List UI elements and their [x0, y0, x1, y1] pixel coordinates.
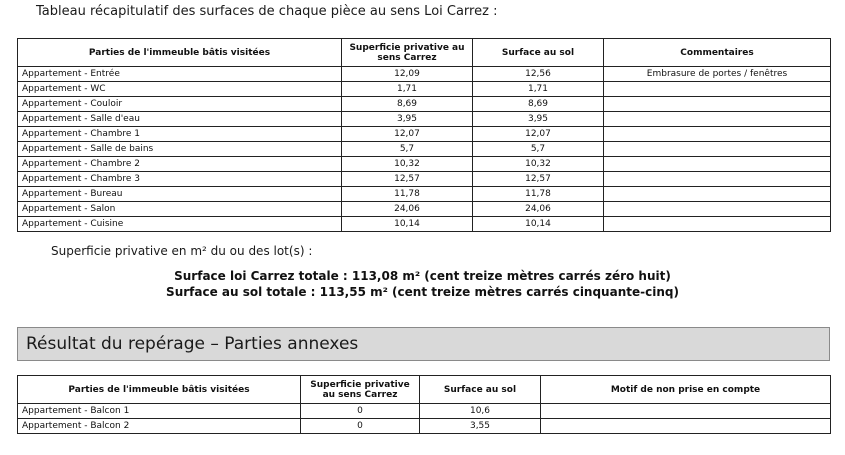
table-row — [18, 202, 831, 217]
table-cell: 12,56 — [473, 67, 604, 82]
table-cell: 24,06 — [473, 202, 604, 217]
section-header — [17, 327, 830, 361]
table-header-row — [18, 39, 831, 67]
table-cell: 10,32 — [473, 157, 604, 172]
table-row — [18, 82, 831, 97]
table-cell: 10,14 — [473, 217, 604, 232]
table-cell: 8,69 — [342, 97, 473, 112]
table-row — [18, 157, 831, 172]
table-header-row — [18, 376, 831, 404]
table-cell: Appartement - Balcon 1 — [18, 404, 301, 419]
table-cell — [541, 419, 831, 434]
annexes-table-body — [18, 404, 831, 434]
table-row — [18, 112, 831, 127]
table-cell: 12,09 — [342, 67, 473, 82]
table-cell: 10,6 — [420, 404, 541, 419]
table-row — [18, 127, 831, 142]
table-cell: Appartement - Chambre 3 — [18, 172, 342, 187]
table-cell: 12,57 — [473, 172, 604, 187]
table-cell: 10,14 — [342, 217, 473, 232]
header-surface-sol: Surface au sol — [473, 39, 604, 67]
table-row — [18, 142, 831, 157]
carrez-surfaces-table — [17, 38, 831, 232]
table-cell: 11,78 — [342, 187, 473, 202]
table-cell: Appartement - WC — [18, 82, 342, 97]
header-parties: Parties de l'immeuble bâtis visitées — [18, 39, 342, 67]
table-cell: 5,7 — [473, 142, 604, 157]
table-cell: Embrasure de portes / fenêtres — [604, 67, 831, 82]
total-carrez: Surface loi Carrez totale : 113,08 m² (cent treize mètres carrés zéro huit) — [174, 269, 671, 283]
table-row — [18, 97, 831, 112]
table-cell — [604, 112, 831, 127]
table-cell: Appartement - Chambre 1 — [18, 127, 342, 142]
table-cell: 12,07 — [473, 127, 604, 142]
table-cell: Appartement - Salle de bains — [18, 142, 342, 157]
table-cell: Appartement - Chambre 2 — [18, 157, 342, 172]
table-cell: 3,95 — [473, 112, 604, 127]
header-parties: Parties de l'immeuble bâtis visitées — [18, 376, 301, 404]
table-cell: Appartement - Salon — [18, 202, 342, 217]
header-superficie-carrez: Superficie privative au sens Carrez — [301, 376, 420, 404]
table-row — [18, 217, 831, 232]
intro-text: Tableau récapitulatif des surfaces de chaque pièce au sens Loi Carrez : — [36, 4, 498, 19]
table-cell — [604, 142, 831, 157]
table-cell: Appartement - Entrée — [18, 67, 342, 82]
table-cell — [541, 404, 831, 419]
table-cell: 5,7 — [342, 142, 473, 157]
table-cell — [604, 202, 831, 217]
table-cell: 24,06 — [342, 202, 473, 217]
table-cell: Appartement - Balcon 2 — [18, 419, 301, 434]
annexes-table — [17, 375, 831, 434]
table-cell: 12,07 — [342, 127, 473, 142]
table-row — [18, 404, 831, 419]
header-superficie-carrez: Superficie privative au sens Carrez — [342, 39, 473, 67]
table-cell: 1,71 — [473, 82, 604, 97]
table-cell: 1,71 — [342, 82, 473, 97]
header-commentaires: Commentaires — [604, 39, 831, 67]
header-motif: Motif de non prise en compte — [541, 376, 831, 404]
table-cell — [604, 217, 831, 232]
table-cell: Appartement - Cuisine — [18, 217, 342, 232]
table-cell — [604, 97, 831, 112]
table-cell: 8,69 — [473, 97, 604, 112]
table-cell — [604, 172, 831, 187]
table-row — [18, 187, 831, 202]
table-cell — [604, 157, 831, 172]
subtitle-text: Superficie privative en m² du ou des lot(s) : — [51, 244, 313, 258]
table-cell: 10,32 — [342, 157, 473, 172]
table-cell: 0 — [301, 404, 420, 419]
table-cell: 11,78 — [473, 187, 604, 202]
totals-block — [0, 268, 845, 300]
table-cell — [604, 187, 831, 202]
section-title: Résultat du repérage – Parties annexes — [26, 334, 359, 354]
table-cell: Appartement - Couloir — [18, 97, 342, 112]
table-cell — [604, 127, 831, 142]
table-cell: 3,95 — [342, 112, 473, 127]
carrez-table-body — [18, 67, 831, 232]
table-row — [18, 419, 831, 434]
table-cell: 12,57 — [342, 172, 473, 187]
table-cell: Appartement - Salle d'eau — [18, 112, 342, 127]
table-row — [18, 172, 831, 187]
total-sol: Surface au sol totale : 113,55 m² (cent treize mètres carrés cinquante-cinq) — [166, 285, 679, 299]
table-cell: Appartement - Bureau — [18, 187, 342, 202]
table-cell: 0 — [301, 419, 420, 434]
table-row — [18, 67, 831, 82]
header-surface-sol: Surface au sol — [420, 376, 541, 404]
table-cell — [604, 82, 831, 97]
table-cell: 3,55 — [420, 419, 541, 434]
